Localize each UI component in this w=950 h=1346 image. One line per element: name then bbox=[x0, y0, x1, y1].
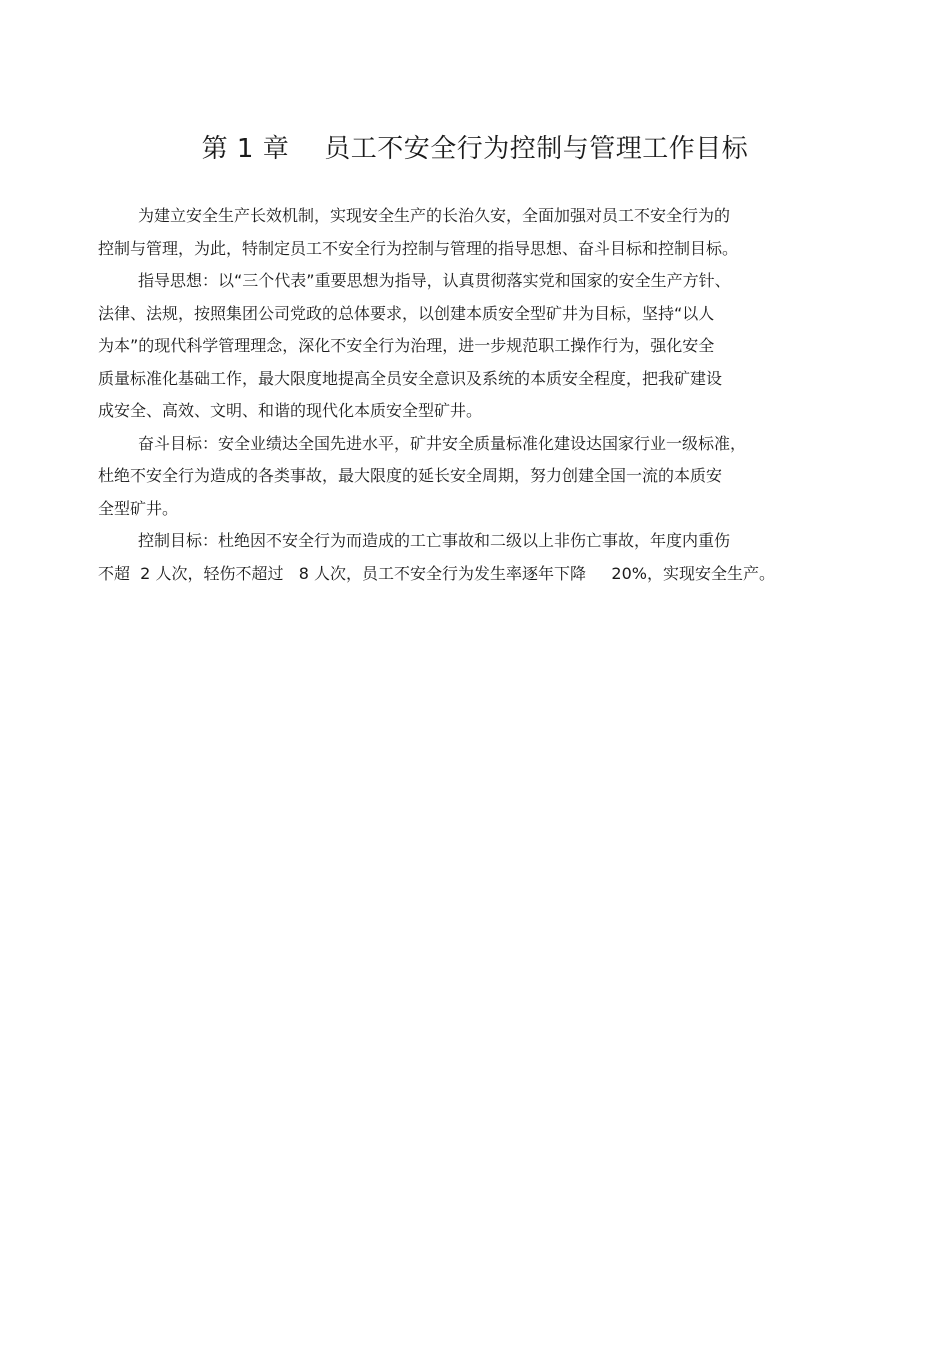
paragraph-guiding-line-1: 指导思想：以“三个代表”重要思想为指导，认真贯彻落实党和国家的安全生产方针、 bbox=[138, 271, 731, 290]
paragraph-guiding-line-3: 为本”的现代科学管理理念，深化不安全行为治理，进一步规范职工操作行为，强化安全 bbox=[98, 336, 715, 355]
paragraph-guiding-line-4: 质量标准化基础工作，最大限度地提高全员安全意识及系统的本质安全程度，把我矿建设 bbox=[98, 368, 723, 388]
paragraph-goal-line-2: 杜绝不安全行为造成的各类事故，最大限度的延长安全周期，努力创建全国一流的本质安 bbox=[98, 466, 723, 485]
chapter-title: 第 1 章 员工不安全行为控制与管理工作目标 bbox=[201, 134, 749, 164]
paragraph-guiding-line-5: 成安全、高效、文明、和谐的现代化本质安全型矿井。 bbox=[98, 401, 483, 420]
paragraph-intro-line-2: 控制与管理，为此，特制定员工不安全行为控制与管理的指导思想、奋斗目标和控制目标。 bbox=[98, 238, 739, 258]
paragraph-control-line-1: 控制目标：杜绝因不安全行为而造成的工亡事故和二级以上非伤亡事故，年度内重伤 bbox=[138, 531, 731, 550]
document-body bbox=[98, 200, 838, 590]
paragraph-goal-line-3: 全型矿井。 bbox=[98, 498, 179, 518]
paragraph-goal-line-1: 奋斗目标：安全业绩达全国先进水平，矿井安全质量标准化建设达国家行业一级标准， bbox=[138, 433, 747, 453]
paragraph-intro-line-1: 为建立安全生产长效机制，实现安全生产的长治久安，全面加强对员工不安全行为的 bbox=[138, 206, 731, 225]
paragraph-control-line-2: 不超 2 人次，轻伤不超过 8 人次，员工不安全行为发生率逐年下降 20%，实现安全生产。 bbox=[98, 563, 775, 583]
paragraph-guiding-line-2: 法律、法规，按照集团公司党政的总体要求，以创建本质安全型矿井为目标，坚持“以人 bbox=[98, 303, 715, 323]
